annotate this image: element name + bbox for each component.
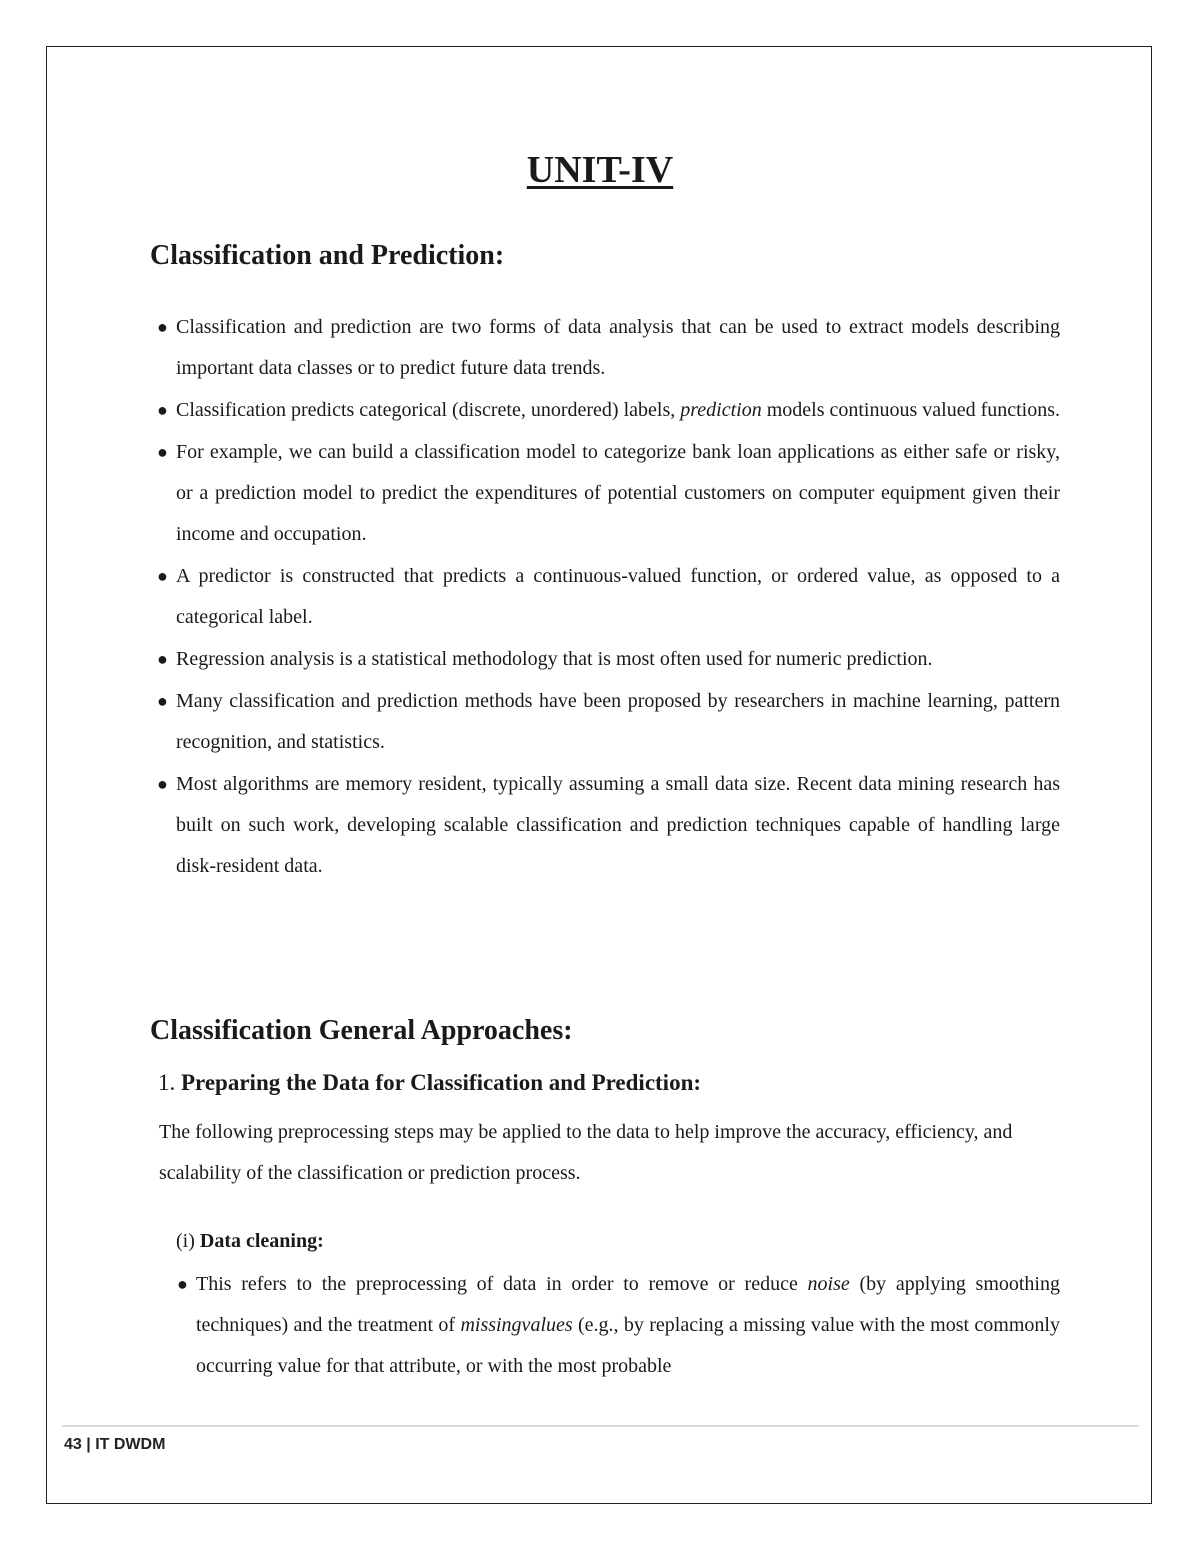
step-heading-data-cleaning: (i) Data cleaning: bbox=[176, 1230, 324, 1252]
list-item: ● Classification and prediction are two forms of data analysis that can be used to extract models describing important data classes or to predict future data trends. bbox=[157, 307, 1060, 389]
list-item: ● Classification predicts categorical (discrete, unordered) labels, prediction models continuous valued functions. bbox=[157, 390, 1060, 431]
footer-divider bbox=[62, 1425, 1139, 1427]
bullet-icon: ● bbox=[157, 691, 168, 711]
page-title: UNIT-IV bbox=[526, 149, 674, 191]
data-cleaning-bullet-list bbox=[177, 1264, 1060, 1388]
bullet-icon: ● bbox=[157, 774, 168, 794]
classification-bullet-list bbox=[157, 307, 1060, 888]
bullet-icon: ● bbox=[157, 649, 168, 669]
list-item: ● For example, we can build a classification model to categorize bank loan applications as either safe or risky, or a prediction model to predict the expenditures of potential customers on computer equipment given their income and occupation. bbox=[157, 432, 1060, 555]
page-number: 43 bbox=[64, 1436, 82, 1453]
course-name: IT DWDM bbox=[95, 1436, 166, 1453]
bullet-icon: ● bbox=[157, 442, 168, 462]
bullet-icon: ● bbox=[157, 400, 168, 420]
list-item: ● A predictor is constructed that predicts a continuous-valued function, or ordered value, as opposed to a categorical label. bbox=[157, 556, 1060, 638]
list-item: ● Most algorithms are memory resident, typically assuming a small data size. Recent data mining research has built on such work, developing scalable classification and prediction techniques capable of handling large disk-resident data. bbox=[157, 764, 1060, 887]
page-footer bbox=[64, 1436, 165, 1454]
section-heading-classification-prediction: Classification and Prediction: bbox=[150, 240, 505, 271]
list-item: ● Many classification and prediction methods have been proposed by researchers in machine learning, pattern recognition, and statistics. bbox=[157, 681, 1060, 763]
bullet-icon: ● bbox=[157, 317, 168, 337]
bullet-icon: ● bbox=[157, 566, 168, 586]
list-item: ● This refers to the preprocessing of data in order to remove or reduce noise (by applying smoothing techniques) and the treatment of missingvalues (e.g., by replacing a missing value with the most commonly occurring value for that attribute, or with the most probable bbox=[177, 1264, 1060, 1387]
subsection-heading-preparing-data: 1. Preparing the Data for Classification and Prediction: bbox=[158, 1070, 702, 1095]
list-item: ● Regression analysis is a statistical methodology that is most often used for numeric prediction. bbox=[157, 639, 1060, 680]
section-heading-general-approaches: Classification General Approaches: bbox=[150, 1015, 573, 1046]
bullet-icon: ● bbox=[177, 1274, 188, 1294]
footer-separator: | bbox=[86, 1436, 91, 1453]
intro-paragraph: The following preprocessing steps may be applied to the data to help improve the accuracy, efficiency, and scalability of the classification or prediction process. bbox=[159, 1121, 1013, 1184]
